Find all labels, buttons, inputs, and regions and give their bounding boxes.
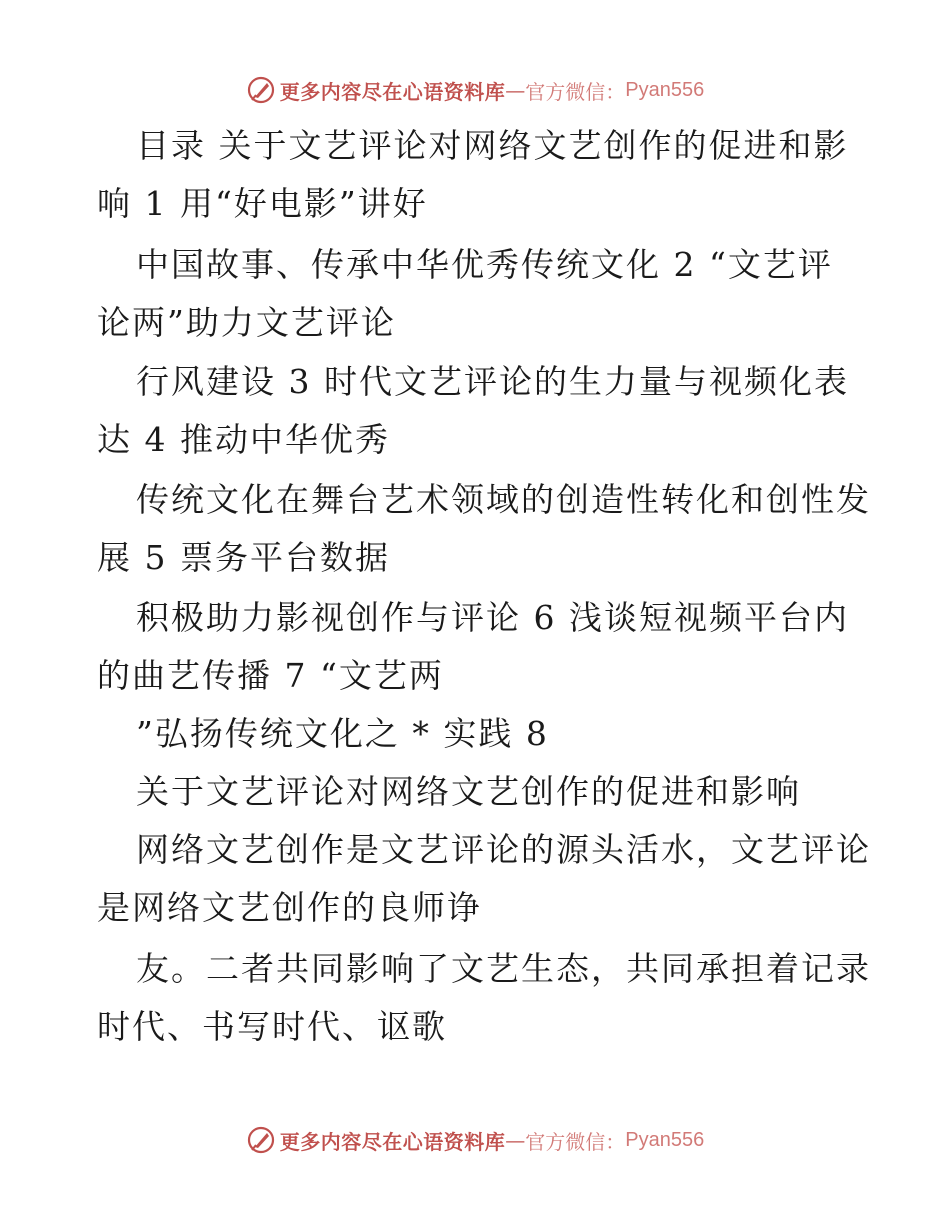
body-line: 时代、书写时代、讴歌 xyxy=(97,1007,447,1046)
header-brand-text: 更多内容尽在心语资料库 xyxy=(279,79,506,104)
header-wechat-label: 官方微信： xyxy=(525,79,626,104)
body-line: 网络文艺创作是文艺评论的源头活水，文艺评论 xyxy=(136,830,871,869)
body-line: 达 4 推动中华优秀 xyxy=(97,420,390,459)
body-line: 传统文化在舞台艺术领域的创造性转化和创性发 xyxy=(136,480,871,519)
body-line: 响 1 用“好电影”讲好 xyxy=(97,184,428,223)
body-line: ”弘扬传统文化之 * 实践 8 xyxy=(136,714,549,753)
section-heading: 关于文艺评论对网络文艺创作的促进和影响 xyxy=(136,772,801,811)
body-line: 是网络文艺创作的良师诤 xyxy=(97,888,482,927)
footer-brand-text: 更多内容尽在心语资料库 xyxy=(279,1129,506,1154)
footer-wechat-label: 官方微信： xyxy=(525,1129,626,1154)
header-banner xyxy=(0,70,950,110)
header-wechat-id: Pyan556 xyxy=(625,78,705,101)
body-line: 积极助力影视创作与评论 6 浅谈短视频平台内 xyxy=(136,598,849,637)
body-line: 目录 关于文艺评论对网络文艺创作的促进和影 xyxy=(136,126,849,165)
quill-logo-icon xyxy=(246,75,276,105)
body-line: 论两”助力文艺评论 xyxy=(97,303,396,342)
body-line: 友。二者共同影响了文艺生态，共同承担着记录 xyxy=(136,949,871,988)
body-line: 的曲艺传播 7 “文艺两 xyxy=(97,656,444,695)
body-line: 行风建设 3 时代文艺评论的生力量与视频化表 xyxy=(136,362,849,401)
quill-logo-icon xyxy=(246,1125,276,1155)
body-line: 中国故事、传承中华优秀传统文化 2 “文艺评 xyxy=(136,245,833,284)
body-line: 展 5 票务平台数据 xyxy=(97,538,390,577)
footer-wechat-id: Pyan556 xyxy=(625,1128,705,1151)
header-separator: — xyxy=(505,78,526,102)
footer-separator: — xyxy=(505,1128,526,1152)
footer-banner xyxy=(0,1120,950,1160)
